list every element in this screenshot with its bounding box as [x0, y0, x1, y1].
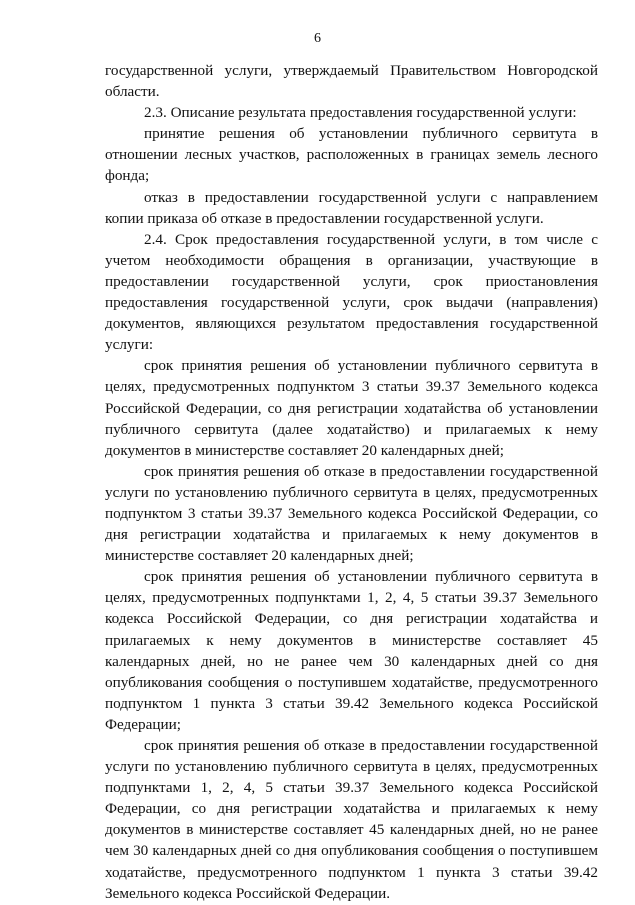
paragraph: срок принятия решения об установлении публичного сервитута в целях, предусмотренных подпунктами 1, 2, 4, 5 статьи 39.37 Земельного кодекса Российской Федерации, со дня регистрации ходатайства и прилагаемых к нему документов в министерстве составляет 45 календарных дней, но не ранее чем 30 календарных дней со дня опубликования сообщения о поступившем ходатайстве, предусмотренного подпунктом 1 пункта 3 статьи 39.42 Земельного кодекса Российской Федерации; [105, 568, 598, 733]
paragraph: срок принятия решения об отказе в предоставлении государственной услуги по установлению публичного сервитута в целях, предусмотренных подпунктами 1, 2, 4, 5 статьи 39.37 Земельного кодекса Российской Федерации, со дня регистрации ходатайства и прилагаемых к нему документов в министерстве составляет 45 календарных дней, но не ранее чем 30 календарных дней со дня опубликования сообщения о поступившем ходатайстве, предусмотренного подпунктом 1 пункта 3 статьи 39.42 Земельного кодекса Российской Федерации. [105, 737, 598, 902]
paragraph: принятие решения об установлении публичного сервитута в отношении лесных участков, расположенных в границах земель лесного фонда; [105, 125, 598, 185]
paragraph: 2.3. Описание результата предоставления государственной услуги: [144, 104, 577, 122]
document-body [105, 60, 598, 904]
paragraph: отказ в предоставлении государственной услуги с направлением копии приказа об отказе в предоставлении государственной услуги. [105, 188, 598, 227]
paragraph: государственной услуги, утверждаемый Правительством Новгородской области. [105, 62, 598, 101]
paragraph: срок принятия решения об установлении публичного сервитута в целях, предусмотренных подпунктом 3 статьи 39.37 Земельного кодекса Российской Федерации, со дня регистрации ходатайства об установлении публичного сервитута (далее ходатайство) и прилагаемых к нему документов в министерстве составляет 20 календарных дней; [105, 357, 598, 459]
paragraph: 2.4. Срок предоставления государственной услуги, в том числе с учетом необходимости обращения в организации, участвующие в предоставлении государственной услуги, срок приостановления предоставления государственной услуги, срок выдачи (направления) документов, являющихся результатом предоставления государственной услуги: [105, 230, 598, 354]
paragraph: срок принятия решения об отказе в предоставлении государственной услуги по установлению публичного сервитута в целях, предусмотренных подпунктом 3 статьи 39.37 Земельного кодекса Российской Федерации, со дня регистрации ходатайства и прилагаемых к нему документов в министерстве составляет 20 календарных дней; [105, 462, 598, 565]
page-number: 6 [314, 31, 321, 46]
